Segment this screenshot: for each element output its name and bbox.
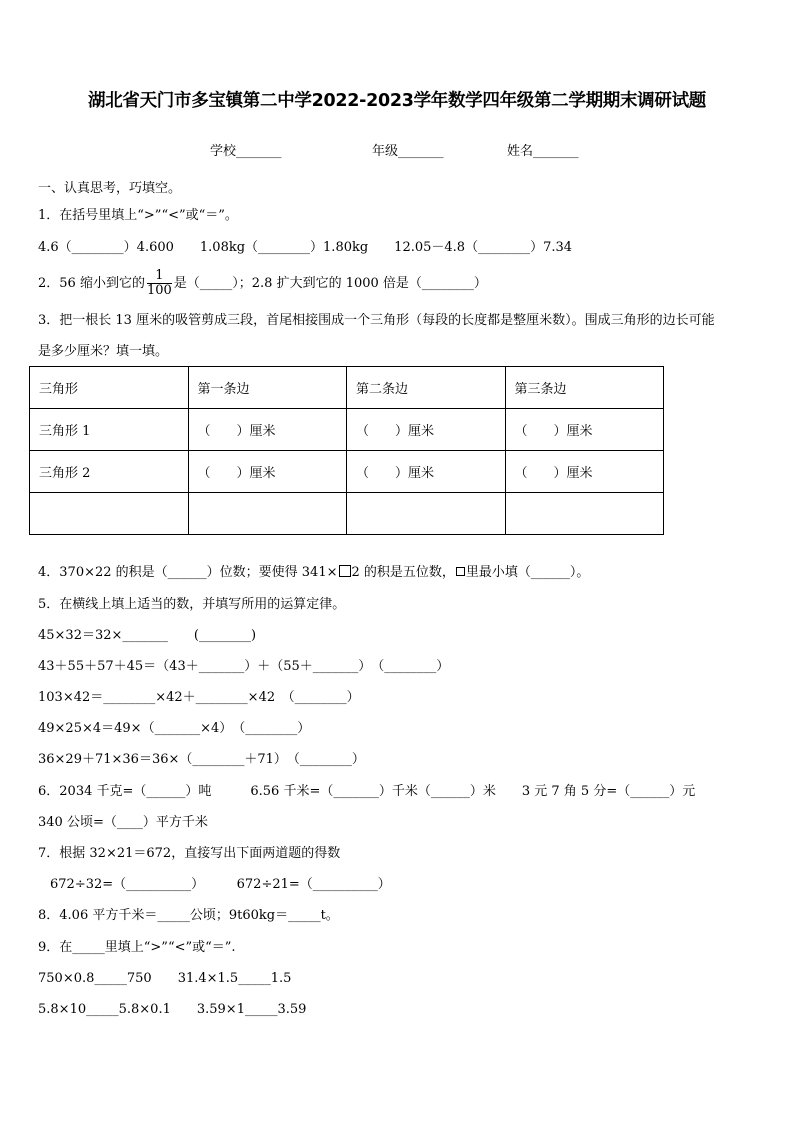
question-5-line[interactable]: 43＋55＋57＋45＝（43＋_______）＋（55＋_______） （________） [38, 659, 450, 674]
table-cell: 三角形 2 [30, 451, 189, 493]
question-5-line[interactable]: 36×29＋71×36＝36×（________＋71） （________） [38, 752, 365, 767]
table-cell[interactable] [30, 493, 189, 535]
question-6-line-1[interactable]: 6．2034 千克=（______）吨 6.56 千米=（_______）千米（______）米 3 元 7 角 5 分=（______）元 [38, 784, 696, 799]
table-row [30, 451, 664, 493]
question-1-stem: 1．在括号里填上“>”“<”或“＝”。 [38, 208, 238, 223]
question-3-line-2: 是多少厘米？填一填。 [38, 344, 169, 359]
table-row [30, 409, 664, 451]
question-2-post: 是（_____）；2.8 扩大到它的 1000 倍是（________） [173, 276, 487, 291]
fraction-numerator: 1 [147, 269, 172, 284]
question-2-pre: 2．56 缩小到它的 [38, 276, 145, 291]
question-2[interactable] [38, 268, 487, 300]
table-cell: 三角形 1 [30, 409, 189, 451]
fraction [147, 269, 172, 298]
fraction-denominator: 100 [146, 283, 172, 298]
question-6-line-2[interactable]: 340 公顷=（____）平方千米 [38, 815, 208, 830]
page-title: 湖北省天门市多宝镇第二中学2022-2023学年数学四年级第二学期期末调研试题 [88, 91, 706, 111]
table-header-cell: 第一条边 [188, 367, 347, 409]
question-9-line-2[interactable]: 5.8×10_____5.8×0.1 3.59×1_____3.59 [38, 1002, 307, 1017]
question-4[interactable] [38, 564, 589, 582]
question-7-stem: 7．根据 32×21＝672，直接写出下面两道题的得数 [38, 846, 341, 861]
table-cell[interactable] [347, 493, 506, 535]
table-cell[interactable]: （ ）厘米 [188, 451, 347, 493]
question-5-line[interactable]: 49×25×4＝49×（_______×4） （________） [38, 721, 311, 736]
table-cell[interactable]: （ ）厘米 [505, 409, 664, 451]
question-5-line[interactable]: 45×32＝32×_______ (________) [38, 628, 257, 643]
name-field[interactable]: 姓名_______ [507, 144, 579, 159]
question-8[interactable]: 8．4.06 平方千米＝_____公顷；9t60kg＝_____t。 [38, 908, 339, 923]
table-cell[interactable] [188, 493, 347, 535]
question-5-stem: 5．在横线上填上适当的数，并填写所用的运算定律。 [38, 597, 346, 612]
table-cell[interactable]: （ ）厘米 [505, 451, 664, 493]
table-cell[interactable] [505, 493, 664, 535]
question-4-part-a: 4．370×22 的积是（______）位数；要使得 341× [38, 565, 338, 580]
question-3-line-1: 3．把一根长 13 厘米的吸管剪成三段，首尾相接围成一个三角形（每段的长度都是整厘米数）。围成三角形的边长可能 [38, 313, 715, 328]
question-4-part-b: 2 的积是五位数， [351, 565, 455, 580]
triangle-table [29, 366, 664, 535]
question-1-items[interactable]: 4.6（________）4.600 1.08kg（________）1.80kg 12.05－4.8（________）7.34 [38, 240, 573, 255]
question-9-line-1[interactable]: 750×0.8_____750 31.4×1.5_____1.5 [38, 971, 292, 986]
section-heading: 一、认真思考，巧填空。 [38, 181, 182, 196]
question-7-items[interactable]: 672÷32=（__________） 672÷21=（__________） [50, 877, 391, 892]
blank-box-icon[interactable] [339, 565, 351, 577]
small-box-icon [456, 567, 465, 576]
table-cell[interactable]: （ ）厘米 [347, 409, 506, 451]
table-header-cell: 第二条边 [347, 367, 506, 409]
table-cell[interactable]: （ ）厘米 [347, 451, 506, 493]
school-field[interactable]: 学校_______ [210, 144, 282, 159]
table-cell[interactable]: （ ）厘米 [188, 409, 347, 451]
table-header-cell: 三角形 [30, 367, 189, 409]
question-4-part-c: 里最小填（______）。 [465, 565, 590, 580]
table-row [30, 493, 664, 535]
question-5-line[interactable]: 103×42＝________×42＋________×42 （________） [38, 690, 360, 705]
table-header-cell: 第三条边 [505, 367, 664, 409]
question-9-stem: 9．在_____里填上“>”“<”或“＝”. [38, 940, 236, 955]
table-header-row [30, 367, 664, 409]
grade-field[interactable]: 年级_______ [372, 144, 444, 159]
